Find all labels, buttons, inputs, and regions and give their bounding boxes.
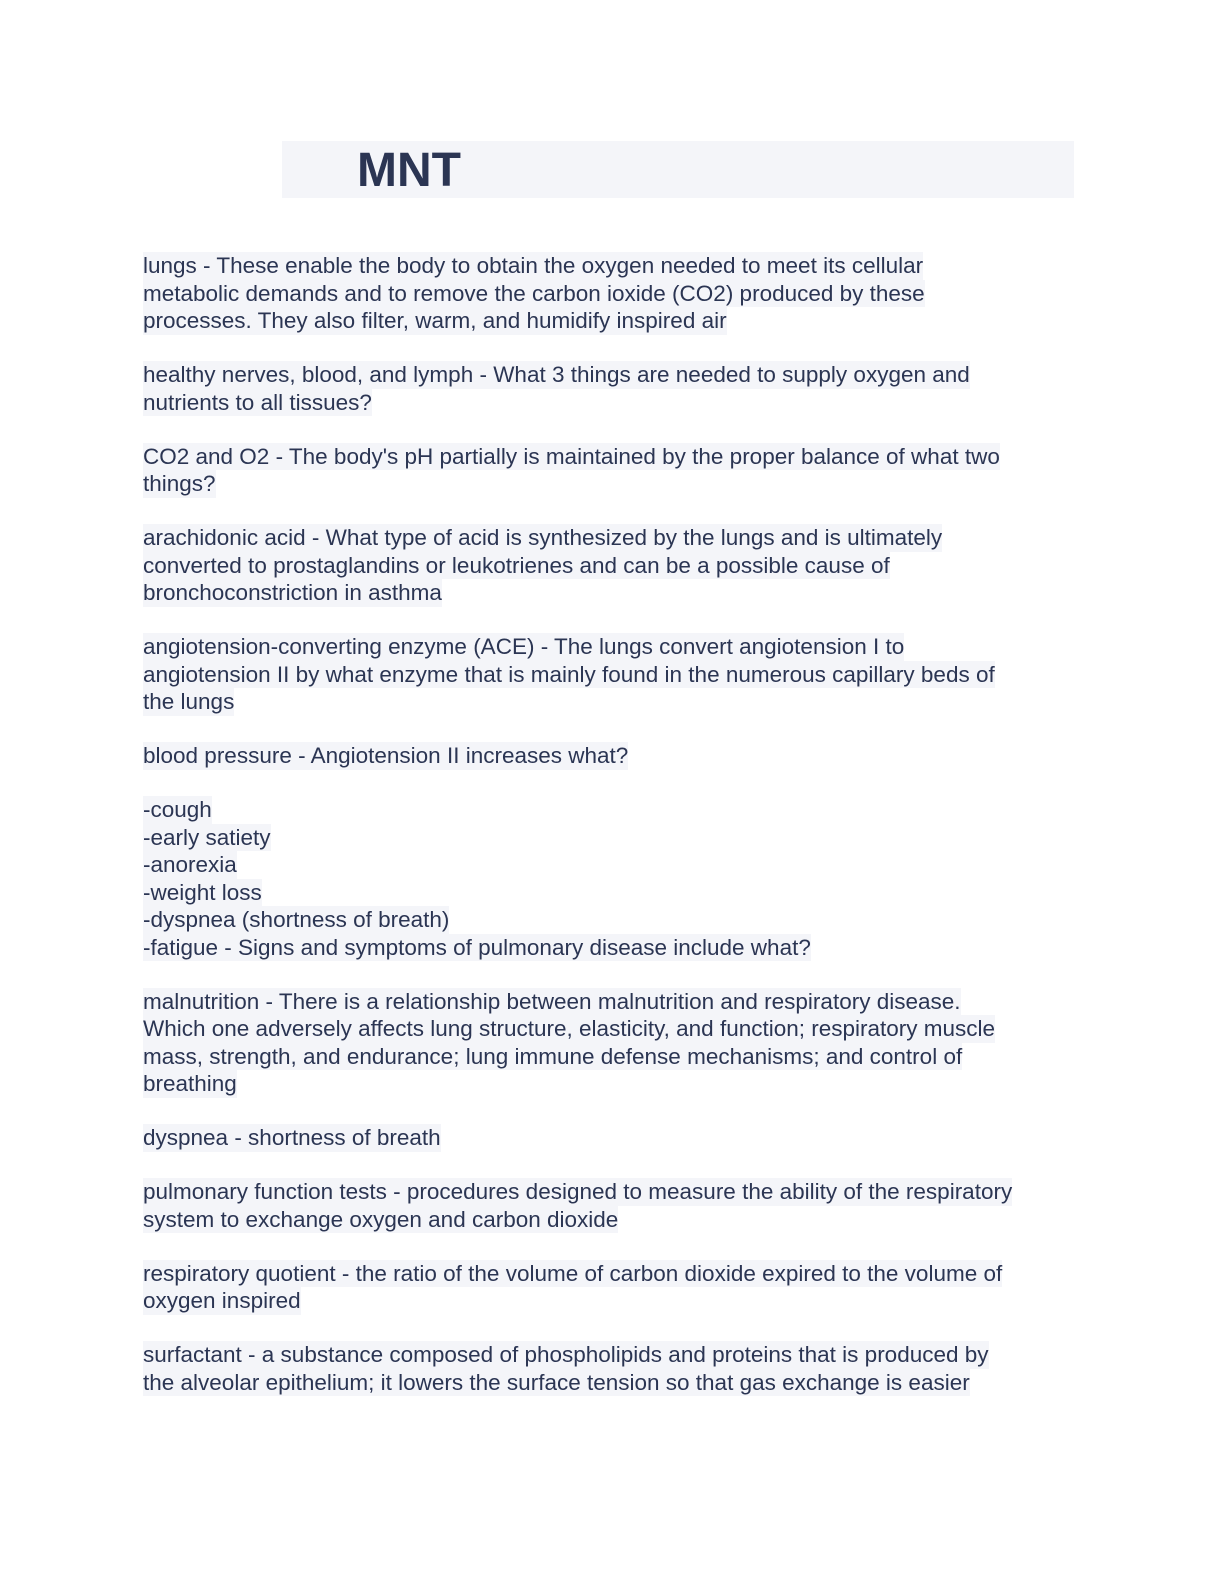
entry-line: -anorexia — [143, 852, 237, 877]
flashcard-entry — [143, 796, 1083, 961]
entry-line: nutrients to all tissues? — [143, 389, 372, 415]
flashcard-entry — [143, 1260, 1083, 1315]
entry-line: processes. They also filter, warm, and humidify inspired air — [143, 308, 727, 333]
entry-line: angiotension II by what enzyme that is mainly found in the numerous capillary beds of — [143, 661, 995, 687]
entry-line: CO2 and O2 - The body's pH partially is maintained by the proper balance of what two — [143, 443, 1000, 469]
entry-line: oxygen inspired — [143, 1288, 301, 1313]
entry-line: pulmonary function tests - procedures designed to measure the ability of the respiratory — [143, 1179, 1013, 1204]
entry-line: converted to prostaglandins or leukotrienes and can be a possible cause of — [143, 552, 890, 578]
entry-line: -weight loss — [143, 879, 262, 905]
entry-line: metabolic demands and to remove the carbon ioxide (CO2) produced by these — [143, 280, 925, 306]
flashcard-list — [143, 252, 1083, 1423]
document-title: MNT — [357, 144, 461, 197]
entry-line: blood pressure - Angiotension II increases what? — [143, 743, 629, 768]
entry-line: angiotension-converting enzyme (ACE) - The lungs convert angiotension I to — [143, 634, 905, 659]
flashcard-entry — [143, 988, 1083, 1098]
entry-line: bronchoconstriction in asthma — [143, 580, 442, 605]
entry-line: breathing — [143, 1071, 237, 1096]
entry-line: -cough — [143, 797, 212, 822]
entry-line: the lungs — [143, 689, 235, 714]
entry-line: the alveolar epithelium; it lowers the surface tension so that gas exchange is easier — [143, 1369, 970, 1395]
entry-line: malnutrition - There is a relationship between malnutrition and respiratory disease. — [143, 988, 961, 1014]
flashcard-entry — [143, 1178, 1083, 1233]
entry-line: -dyspnea (shortness of breath) — [143, 907, 450, 932]
entry-line: surfactant - a substance composed of phospholipids and proteins that is produced by — [143, 1342, 989, 1367]
entry-line: arachidonic acid - What type of acid is synthesized by the lungs and is ultimately — [143, 525, 943, 550]
flashcard-entry — [143, 633, 1083, 716]
entry-line: things? — [143, 471, 216, 496]
flashcard-entry — [143, 742, 1083, 770]
entry-line: Which one adversely affects lung structure, elasticity, and function; respiratory muscle — [143, 1016, 996, 1041]
entry-line: dyspnea - shortness of breath — [143, 1125, 441, 1150]
entry-line: -fatigue - Signs and symptoms of pulmonary disease include what? — [143, 934, 811, 960]
flashcard-entry — [143, 1341, 1083, 1396]
flashcard-entry — [143, 524, 1083, 607]
entry-line: respiratory quotient - the ratio of the volume of carbon dioxide expired to the volume of — [143, 1260, 1003, 1286]
entry-line: healthy nerves, blood, and lymph - What 3 things are needed to supply oxygen and — [143, 362, 970, 387]
flashcard-entry — [143, 252, 1083, 335]
flashcard-entry — [143, 1124, 1083, 1152]
entry-line: system to exchange oxygen and carbon dioxide — [143, 1206, 619, 1232]
flashcard-entry — [143, 361, 1083, 416]
entry-line: mass, strength, and endurance; lung immune defense mechanisms; and control of — [143, 1043, 963, 1069]
entry-line: lungs - These enable the body to obtain the oxygen needed to meet its cellular — [143, 253, 924, 278]
entry-line: -early satiety — [143, 824, 271, 850]
flashcard-entry — [143, 443, 1083, 498]
